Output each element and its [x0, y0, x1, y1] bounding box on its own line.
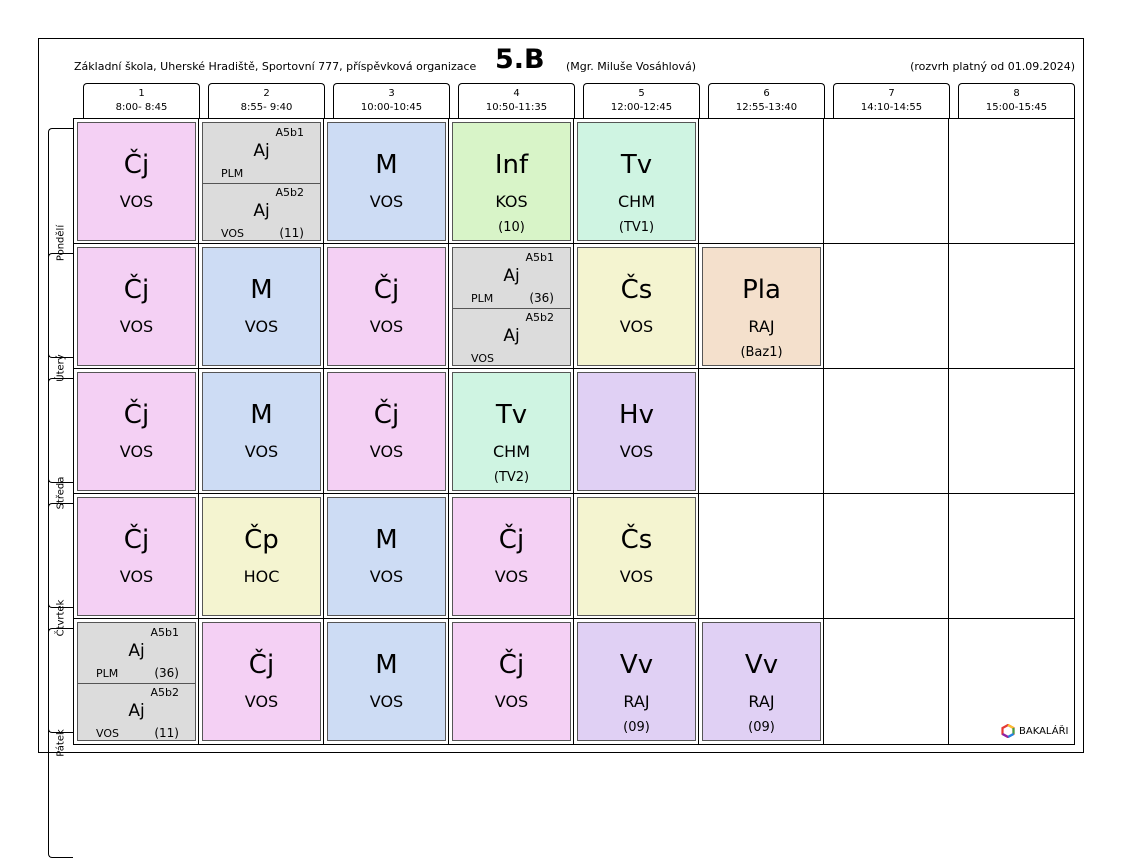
- teacher-label: VOS: [119, 442, 154, 461]
- bakalari-logo-icon: [1001, 724, 1015, 738]
- teacher-label: VOS: [119, 192, 154, 211]
- group-lesson-top: [203, 123, 320, 184]
- subject-label: M: [375, 150, 398, 180]
- subject-label: M: [375, 650, 398, 680]
- period-header-1: [83, 83, 200, 119]
- group-lesson-bottom: [78, 683, 195, 743]
- subject-label: Čj: [248, 650, 275, 680]
- day-label: Pondělí: [55, 224, 67, 262]
- room-label: (10): [498, 220, 525, 235]
- subject-label: Aj: [253, 201, 270, 221]
- teacher-label: VOS: [494, 692, 529, 711]
- subject-label: Inf: [494, 150, 529, 180]
- period-header-6: [708, 83, 825, 119]
- grid-cell: [949, 369, 1074, 494]
- room-label: (Baz1): [740, 345, 783, 360]
- group-label: A5b1: [525, 251, 554, 264]
- teacher-label: VOS: [244, 442, 279, 461]
- group-lesson-bottom: [203, 183, 320, 243]
- subject-label: Aj: [253, 141, 270, 161]
- grid-cell: [949, 119, 1074, 244]
- room-label: (11): [154, 726, 179, 740]
- teacher-label: RAJ: [748, 692, 775, 711]
- period-time: 10:50-11:35: [485, 102, 548, 113]
- period-number: 4: [513, 88, 520, 99]
- lesson-card[interactable]: [327, 247, 446, 366]
- teacher-label: RAJ: [748, 317, 775, 336]
- teacher-label: VOS: [244, 317, 279, 336]
- lesson-card[interactable]: [327, 122, 446, 241]
- brand-label: BAKALÁŘI: [1019, 725, 1069, 737]
- teacher-label: VOS: [369, 567, 404, 586]
- subject-label: Čs: [620, 275, 653, 305]
- room-label: (09): [623, 720, 650, 735]
- period-time: 15:00-15:45: [985, 102, 1048, 113]
- grid-cell: [824, 619, 949, 744]
- lesson-card[interactable]: [577, 497, 696, 616]
- group-lesson-top: [78, 623, 195, 684]
- period-header-7: [833, 83, 950, 119]
- day-label: Úterý: [55, 354, 67, 382]
- period-number: 6: [763, 88, 770, 99]
- teacher-label: VOS: [244, 692, 279, 711]
- group-lesson-bottom: [453, 308, 570, 368]
- group-label: A5b2: [525, 311, 554, 324]
- subject-label: Aj: [128, 641, 145, 661]
- teacher-label: VOS: [369, 317, 404, 336]
- lesson-card[interactable]: [577, 372, 696, 491]
- grid-cell: [824, 119, 949, 244]
- period-header-2: [208, 83, 325, 119]
- room-label: (TV2): [493, 470, 530, 485]
- grid-cell: [699, 494, 824, 619]
- lesson-card[interactable]: [577, 122, 696, 241]
- subject-label: Vv: [619, 650, 654, 680]
- lesson-card[interactable]: [77, 622, 196, 741]
- subject-label: Čj: [123, 150, 150, 180]
- room-label: (09): [748, 720, 775, 735]
- teacher-label: VOS: [619, 317, 654, 336]
- teacher-label: VOS: [221, 227, 244, 240]
- subject-label: Aj: [503, 326, 520, 346]
- subject-label: M: [250, 400, 273, 430]
- day-header: [48, 628, 73, 858]
- subject-label: Čj: [123, 525, 150, 555]
- teacher-label: CHM: [492, 442, 530, 461]
- teacher-label: HOC: [243, 567, 280, 586]
- lesson-card[interactable]: [327, 622, 446, 741]
- lesson-card[interactable]: [77, 497, 196, 616]
- period-header-3: [333, 83, 450, 119]
- group-label: A5b2: [150, 686, 179, 699]
- period-number: 3: [388, 88, 395, 99]
- lesson-card[interactable]: [327, 497, 446, 616]
- teacher-label: VOS: [96, 727, 119, 740]
- teacher-label: VOS: [369, 192, 404, 211]
- teacher-label: VOS: [369, 442, 404, 461]
- subject-label: Čj: [498, 525, 525, 555]
- subject-label: Vv: [744, 650, 779, 680]
- lesson-card[interactable]: [202, 247, 321, 366]
- teacher-label: KOS: [495, 192, 528, 211]
- lesson-card[interactable]: [452, 622, 571, 741]
- lesson-card[interactable]: [77, 122, 196, 241]
- room-label: (11): [279, 226, 304, 240]
- group-label: A5b1: [275, 126, 304, 139]
- subject-label: Čj: [123, 275, 150, 305]
- subject-label: Čj: [498, 650, 525, 680]
- lesson-card[interactable]: [452, 247, 571, 366]
- period-number: 8: [1013, 88, 1020, 99]
- lesson-card[interactable]: [77, 372, 196, 491]
- room-label: (TV1): [618, 220, 655, 235]
- subject-label: Čj: [123, 400, 150, 430]
- teacher-label: RAJ: [623, 692, 650, 711]
- class-name: 5.B: [495, 44, 545, 75]
- subject-label: Hv: [619, 400, 654, 430]
- grid-cell: [699, 119, 824, 244]
- subject-label: Aj: [503, 266, 520, 286]
- lesson-card[interactable]: [577, 622, 696, 741]
- lesson-card[interactable]: [452, 372, 571, 491]
- subject-label: Čj: [373, 400, 400, 430]
- grid-cell: [824, 244, 949, 369]
- subject-label: Tv: [620, 150, 653, 180]
- teacher-label: VOS: [471, 352, 494, 365]
- group-label: A5b2: [275, 186, 304, 199]
- group-label: A5b1: [150, 626, 179, 639]
- grid-cell: [949, 494, 1074, 619]
- day-label: Středa: [55, 476, 67, 510]
- period-number: 5: [638, 88, 645, 99]
- room-label: (36): [529, 291, 554, 305]
- grid-cell: [824, 369, 949, 494]
- period-header-4: [458, 83, 575, 119]
- subject-label: Pla: [742, 275, 781, 305]
- teacher-label: PLM: [471, 292, 494, 305]
- subject-label: Tv: [495, 400, 528, 430]
- subject-label: M: [375, 525, 398, 555]
- teacher-label: VOS: [619, 567, 654, 586]
- school-name: Základní škola, Uherské Hradiště, Sportovní 777, příspěvková organizace: [74, 60, 477, 73]
- lesson-card[interactable]: [702, 622, 821, 741]
- subject-label: Čs: [620, 525, 653, 555]
- day-label: Pátek: [55, 729, 67, 757]
- grid-cell: [949, 244, 1074, 369]
- subject-label: Čp: [244, 525, 279, 555]
- lesson-card[interactable]: [202, 497, 321, 616]
- lesson-card[interactable]: [77, 247, 196, 366]
- period-time: 14:10-14:55: [860, 102, 923, 113]
- teacher-label: VOS: [119, 317, 154, 336]
- grid-cell: [824, 494, 949, 619]
- period-header-5: [583, 83, 700, 119]
- teacher-label: PLM: [221, 167, 244, 180]
- lesson-card[interactable]: [577, 247, 696, 366]
- room-label: (36): [154, 666, 179, 680]
- period-number: 7: [888, 88, 895, 99]
- subject-label: Čj: [373, 275, 400, 305]
- subject-label: Aj: [128, 701, 145, 721]
- period-time: 12:55-13:40: [735, 102, 798, 113]
- period-header-8: [958, 83, 1075, 119]
- class-teacher: (Mgr. Miluše Vosáhlová): [566, 60, 697, 73]
- lesson-card[interactable]: [202, 622, 321, 741]
- lesson-card[interactable]: [202, 372, 321, 491]
- timetable-grid: [73, 118, 1075, 745]
- teacher-label: VOS: [494, 567, 529, 586]
- period-number: 1: [138, 88, 145, 99]
- lesson-card[interactable]: [202, 122, 321, 241]
- lesson-card[interactable]: [702, 247, 821, 366]
- teacher-label: PLM: [96, 667, 119, 680]
- subject-label: M: [250, 275, 273, 305]
- lesson-card[interactable]: [452, 497, 571, 616]
- lesson-card[interactable]: [327, 372, 446, 491]
- teacher-label: VOS: [619, 442, 654, 461]
- period-time: 10:00-10:45: [360, 102, 423, 113]
- period-time: 12:00-12:45: [610, 102, 673, 113]
- period-time: 8:00- 8:45: [115, 102, 168, 113]
- teacher-label: VOS: [119, 567, 154, 586]
- teacher-label: VOS: [369, 692, 404, 711]
- day-label: Čtvrtek: [55, 599, 67, 637]
- period-time: 8:55- 9:40: [240, 102, 293, 113]
- teacher-label: CHM: [617, 192, 655, 211]
- brand: [1001, 724, 1068, 738]
- group-lesson-top: [453, 248, 570, 309]
- grid-cell: [699, 369, 824, 494]
- validity-date: (rozvrh platný od 01.09.2024): [910, 60, 1075, 73]
- lesson-card[interactable]: [452, 122, 571, 241]
- period-number: 2: [263, 88, 270, 99]
